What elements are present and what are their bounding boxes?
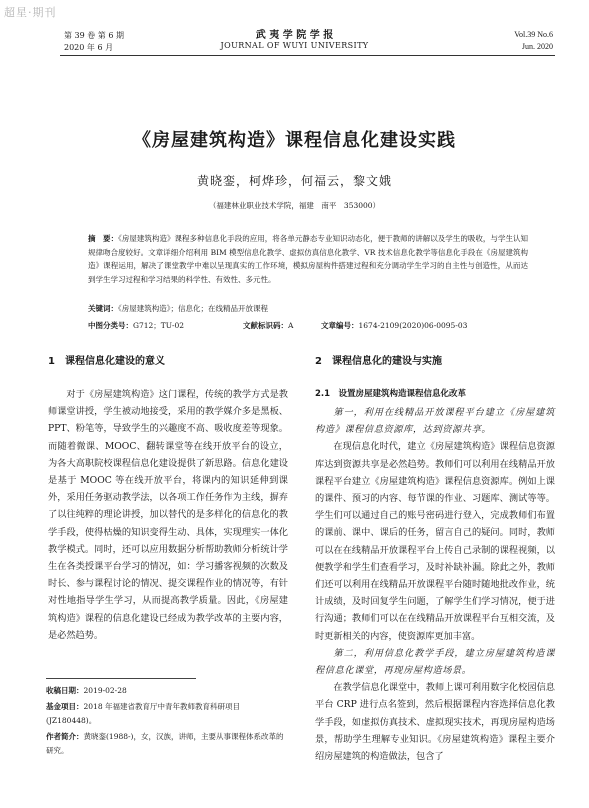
fund-value: 2018 年福建省教育厅中青年教师教育科研项目(JZ180448)。 bbox=[46, 702, 240, 725]
issue-number: 第 39 卷 第 6 期 bbox=[64, 31, 124, 40]
header-divider bbox=[60, 55, 555, 56]
keywords-text: 《房屋建筑构造》；信息化；在线精品开放课程 bbox=[118, 304, 268, 313]
doc-code-value: A bbox=[288, 321, 294, 330]
paper-title: 《房屋建筑构造》课程信息化建设实践 bbox=[133, 130, 456, 151]
fund-label: 基金项目： bbox=[46, 702, 84, 711]
article-id-label: 文章编号： bbox=[321, 321, 359, 330]
received-value: 2019-02-28 bbox=[83, 686, 127, 695]
point-two: 第二，利用信息化教学手段，建立房屋建筑构造课程信息化课堂，再现房屋构造场景。 bbox=[315, 647, 555, 677]
author-list: 黄晓銮，柯烨珍，何福云，黎文娥 bbox=[196, 174, 392, 188]
point-one: 第一，利用在线精品开放课程平台建立《房屋建筑构造》课程信息资源库，达到资源共享。 bbox=[315, 407, 555, 436]
section-2-heading: 2 课程信息化的建设与实施 bbox=[315, 356, 442, 367]
right-column bbox=[315, 404, 555, 765]
watermark: 超星·期刊 bbox=[4, 6, 57, 19]
classification-line bbox=[88, 320, 528, 331]
abstract-text: 《房屋建筑构造》课程多种信息化手段的应用，将各单元静态专业知识动态化，便于教师的讲解以及学生的吸收，与学生认知规律吻合度较好。文章详细介绍利用 BIM 模型信息化教学、虚拟仿真信息化教学、VR 技术信息化教学等信息化手段在《房屋建筑构造》课程运用，解决了课堂教学中难以呈现真实的工作环境，模拟房屋构件搭建过程和充分调动学生学习的自主性与创造性，从而达到学生学习过程和学习结果的科学性、有效性、多元性。 bbox=[88, 234, 529, 284]
fund-info bbox=[46, 700, 286, 728]
point-one-body: 在现信息化时代，建立《房屋建筑构造》课程信息资源库达到资源共享是必然趋势。教师们可以利用在线精品开放课程平台建立《房屋建筑构造》课程信息资源库。例如上课的课件、预习的内容、每节课的作业、习题库、测试等等。学生们可以通过自己的账号密码进行登入，完成教师们布置的课前、课中、课后的任务，留言自己的疑问。同时，教师可以在在线精品开放课程平台上传自己录制的课程视频，以便教学和学生们查看学习，及时补缺补漏。除此之外，教师们还可以利用在线精品开放课程平台随时随地批改作业，统计成绩，及时回复学生问题，了解学生们学习情况，便于进行沟通；教师们可以在在线精品开放课程平台互相交流，及时更新相关的内容，使资源库更加丰富。 bbox=[315, 441, 555, 642]
section-2-1-heading: 2.1 设置房屋建筑构造课程信息化改革 bbox=[315, 389, 467, 399]
keywords-label: 关键词： bbox=[88, 304, 118, 313]
clc-label: 中图分类号： bbox=[88, 321, 133, 330]
section-1-heading: 1 课程信息化建设的意义 bbox=[48, 356, 165, 367]
received-date bbox=[46, 684, 286, 698]
doc-code-label: 文献标识码： bbox=[243, 321, 288, 330]
date-en: Jun. 2020 bbox=[521, 42, 553, 51]
author-bio bbox=[46, 730, 286, 758]
journal-title-cn: 武 夷 学 院 学 报 bbox=[255, 30, 334, 41]
article-id-value: 1674-2109(2020)06-0095-03 bbox=[358, 321, 468, 330]
keywords bbox=[88, 303, 528, 314]
clc-value: G712；TU-02 bbox=[133, 321, 185, 330]
author-bio-value: 黄晓銮(1988-)，女，汉族，讲师，主要从事课程体系改革的研究。 bbox=[46, 732, 284, 755]
abstract bbox=[88, 232, 528, 286]
section-1-paragraph: 对于《房屋建筑构造》这门课程，传统的教学方式是教师课堂讲授，学生被动地接受，采用的教学媒介多是黑板、PPT、粉笔等，导致学生的兴趣度不高、吸收度差等现象。而随着微课、MOOC、翻转课堂等在线开放平台的设立，为各大高职院校课程信息化建设提供了新思路。信息化建设是基于 MOOC 等在线开放平台，将课内的知识延伸到课外，采用任务驱动教学法，以各项工作任务作为主线，摒弃了以往纯粹的理论讲授，加以替代的是多样化的信息化的教学手段，使得枯燥的知识变得生动、具体，实现理实一体化教学模式。同时，还可以应用数据分析帮助教师分析统计学生在各类授课平台学习的情况，如：学习播客视频的次数及时长、参与课程讨论的情况、提交课程作业的情况等，有针对性地指导学生学习，从而提高教学质量。因此，《房屋建筑构造》课程的信息化建设已经成为教学改革的主要内容，是必然趋势。 bbox=[48, 389, 288, 641]
volume-en: Vol.39 No.6 bbox=[514, 30, 553, 39]
issue-date: 2020 年 6 月 bbox=[64, 43, 114, 52]
left-column bbox=[48, 386, 288, 644]
author-bio-label: 作者简介： bbox=[46, 732, 84, 741]
footnote-divider bbox=[46, 678, 196, 679]
affiliation: （福建林业职业技术学院，福建 南平 353000） bbox=[208, 201, 381, 210]
journal-title-en: JOURNAL OF WUYI UNIVERSITY bbox=[220, 41, 369, 50]
received-label: 收稿日期： bbox=[46, 686, 84, 695]
point-two-body: 在教学信息化课堂中，教师上课可利用数字化校园信息平台 CRP 进行点名签到，然后根据课程内容选择信息化教学手段，如虚拟仿真技术、虚拟现实技术，再现房屋构造场景，帮助学生理解专业知识。《房屋建筑构造》课程主要介绍房屋建筑的构造做法，包含了 bbox=[315, 682, 555, 763]
abstract-label: 摘 要： bbox=[88, 234, 119, 243]
